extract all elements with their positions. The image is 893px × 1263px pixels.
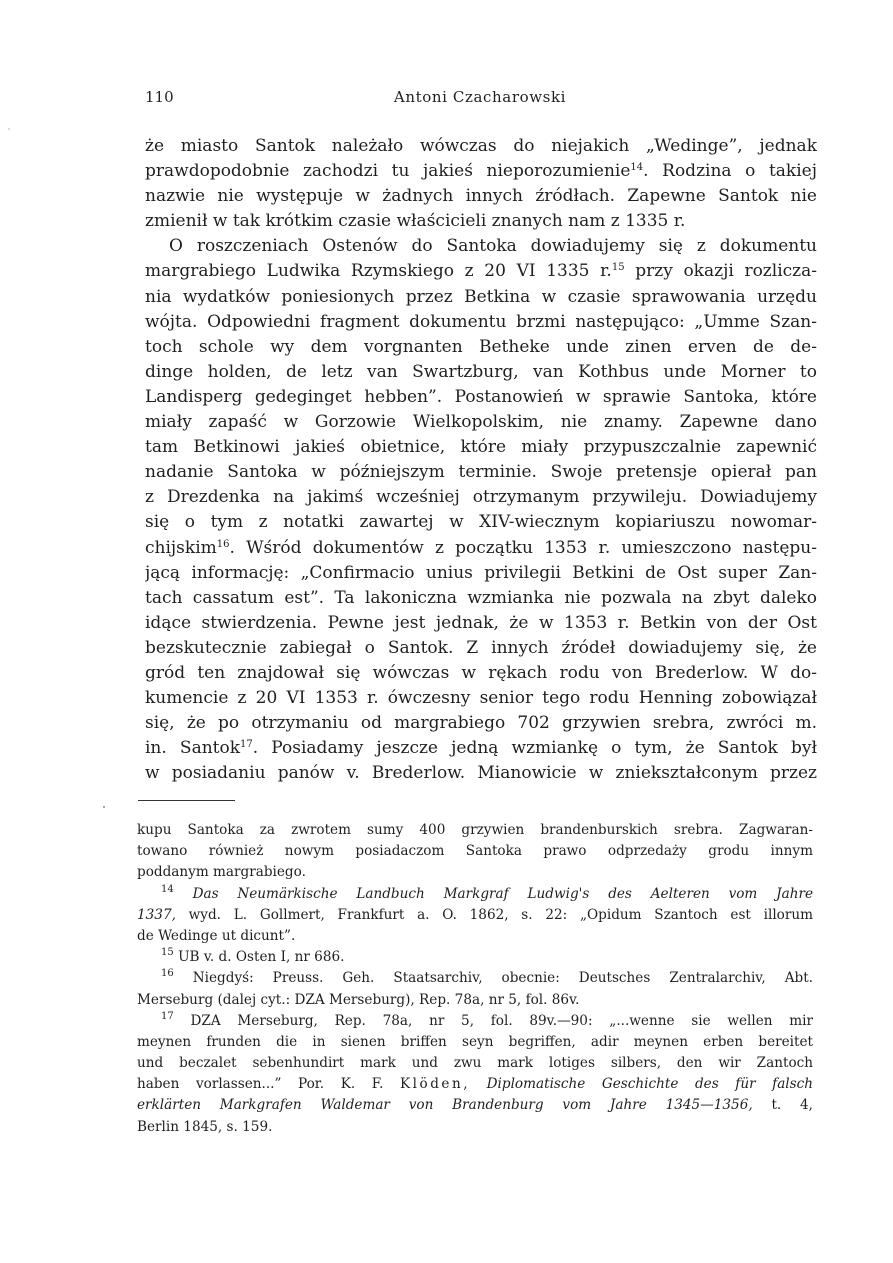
scan-speck (103, 806, 105, 808)
text-line: tach cassatum est”. Ta lakoniczna wzmianka nie pozwala na zbyt daleko (145, 587, 817, 608)
text-line: nia wydatków poniesionych przez Betkina w czasie sprawowania urzędu (145, 286, 817, 307)
text-line: chijskim$^{16}$. Wśród dokumentów z początku 1353 r. umieszczono następu- (145, 537, 817, 558)
footnote-ref: 17 (240, 739, 253, 751)
scan-speck (8, 128, 10, 130)
text-line: Landisperg gedeginget hebben”. Postanowień w sprawie Santoka, które (145, 386, 817, 407)
text-line: prawdopodobnie zachodzi tu jakieś nieporozumienie$^{14}$. Rodzina o takiej (145, 161, 817, 182)
text-line: się o tym z notatki zawartej w XIV-wiecznym kopiariuszu nowomar- (145, 512, 817, 533)
text-line: kumencie z 20 VI 1353 r. ówczesny senior tego rodu Henning zobowiązał (145, 688, 817, 709)
footnote-17: $^{17}$ DZA Merseburg, Rep. 78a, nr 5, fol. 89v.—90: „...wenne sie wellen mir meynen frunden die in sienen briffen seyn begriffen, adir meynen erben bereitet und beczalet sebenhundirt mark und zwu mark lotiges silbers, den wir Zantoch haben vorlassen...” Por. K. F. Klöden, Diplomatische Geschichte des für falsch erklärten Markgrafen Waldemar von Brandenburg vom Jahre 1345—1356, t. 4, Berlin 1845, s. 159. (137, 1010, 813, 1135)
text-line: że miasto Santok należało wówczas do niejakich „Wedinge”, jednak (145, 136, 817, 156)
footnote-mark: 15 (161, 947, 174, 959)
text-line: w posiadaniu panów v. Brederlow. Mianowicie w zniekształconym przez (145, 763, 817, 784)
page-header (145, 86, 815, 108)
footnote-ref: 16 (216, 538, 230, 550)
footnote-15: $^{15}$ UB v. d. Osten I, nr 686. (161, 947, 345, 966)
footnote-14: $^{14}$ Das Neumärkische Landbuch Markgraf Ludwig's des Aelteren vom Jahre 1337, wyd. L. Gollmert, Frankfurt a. O. 1862, s. 22: „Opidum Szantoch est illorum de Wedinge ut dicunt”. (137, 883, 813, 944)
footnotes (137, 820, 813, 1138)
author-name: Klöden, (400, 1076, 471, 1093)
running-head: Antoni Czacharowski (393, 88, 567, 106)
footnote-mark: 17 (161, 1010, 174, 1022)
text-line: in. Santok$^{17}$. Posiadamy jeszcze jedną wzmiankę o tym, że Santok był (145, 738, 817, 759)
footnote-mark: 14 (161, 883, 174, 895)
text-line: z Drezdenka na jakimś wcześniej otrzymanym przywileju. Dowiadujemy (145, 487, 817, 508)
text-line: O roszczeniach Ostenów do Santoka dowiadujemy się z dokumentu (169, 236, 817, 257)
text-line: wójta. Odpowiedni fragment dokumentu brzmi następująco: „Umme Szan- (145, 311, 817, 332)
text-line: miały zapaść w Gorzowie Wielkopolskim, nie znamy. Zapewne dano (145, 412, 817, 433)
footnote-16: $^{16}$ Niegdyś: Preuss. Geh. Staatsarchiv, obecnie: Deutsches Zentralarchiv, Abt. Merseburg (dalej cyt.: DZA Merseburg), Rep. 78a, nr 5, fol. 86v. (137, 968, 813, 1008)
text-line: idące stwierdzenia. Pewne jest jednak, że w 1353 r. Betkin von der Ost (145, 612, 817, 633)
text-line: dinge holden, de letz van Swartzburg, van Kothbus unde Morner to (145, 361, 817, 382)
text-line: tam Betkinowi jakieś obietnice, które miały przypuszczalnie zapewnić (145, 437, 817, 458)
text-line: toch schole wy dem vorgnanten Betheke unde zinen erven de de- (145, 336, 817, 357)
text-line: nadanie Santoka w późniejszym terminie. Swoje pretensje opierał pan (145, 462, 817, 483)
page-number: 110 (145, 88, 174, 106)
text-line: nazwie nie występuje w żadnych innych źródłach. Zapewne Santok nie (145, 186, 817, 207)
text-line: się, że po otrzymaniu od margrabiego 702 grzywien srebra, zwróci m. (145, 713, 817, 734)
text-line: zmienił w tak krótkim czasie właścicieli znanych nam z 1335 r. (145, 211, 686, 232)
main-text (145, 134, 817, 786)
footnote-ref: 15 (611, 262, 625, 274)
text-line: jącą informację: „Confirmacio unius privilegii Betkini de Ost super Zan- (145, 562, 817, 583)
text-line: gród ten znajdował się wówczas w rękach rodu von Brederlow. W do- (145, 662, 817, 683)
text-line: margrabiego Ludwika Rzymskiego z 20 VI 1335 r.$^{15}$ przy okazji rozlicza- (145, 261, 817, 282)
footnote-mark: 16 (161, 968, 174, 980)
footnote-continuation: kupu Santoka za zwrotem sumy 400 grzywien brandenburskich srebra. Zagwaran- towano również nowym posiadaczom Santoka prawo odprzedaży grodu innym poddanym margrabiego. (137, 822, 813, 881)
text-line: bezskutecznie zabiegał o Santok. Z innych źródeł dowiadujemy się, że (145, 637, 817, 658)
footnote-ref: 14 (630, 162, 644, 174)
footnote-rule (138, 800, 235, 801)
